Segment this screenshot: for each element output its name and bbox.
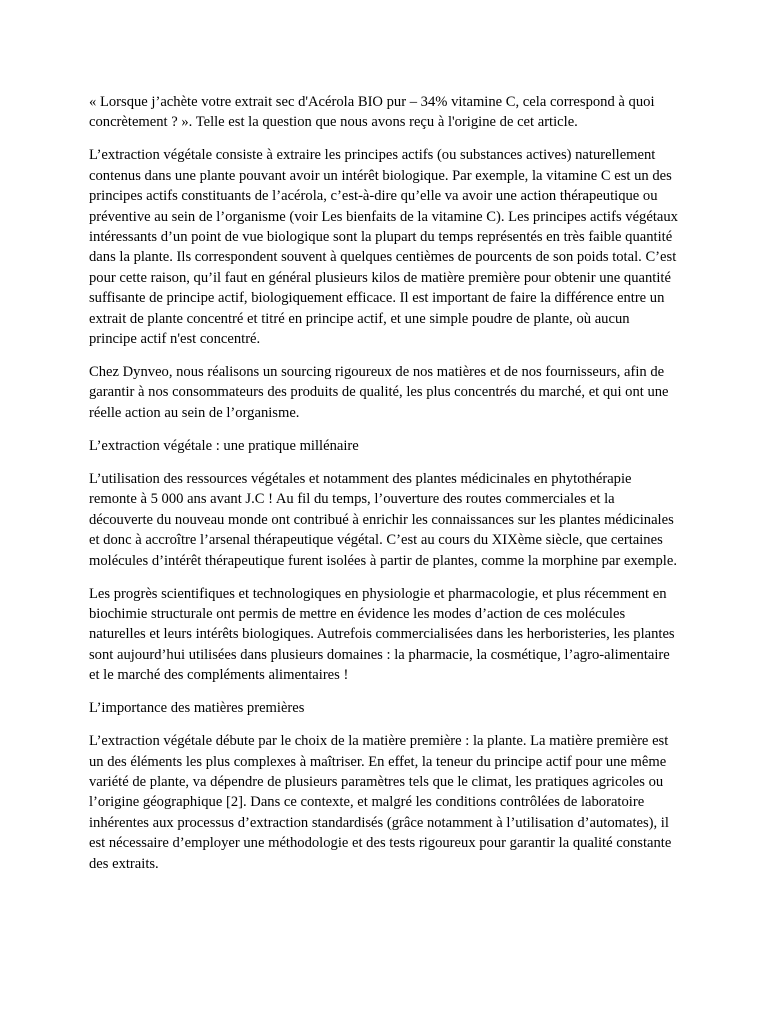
raw-materials-paragraph: L’extraction végétale débute par le choix de la matière première : la plante. La matière première est un des éléments les plus complexes à maîtriser. En effet, la teneur du principe actif pour une même variété de plante, va dépendre de plusieurs paramètres tels que le climat, les pratiques agricoles ou l’origine géographique [2]. Dans ce contexte, et malgré les conditions contrôlées de laboratoire inhérentes aux processus d’extraction standardisés (grâce notamment à l’utilisation d’automates), il est nécessaire d’employer une méthodologie et des tests rigoureux pour garantir la qualité constante des extraits. <box>89 733 672 872</box>
intro-question-paragraph: « Lorsque j’achète votre extrait sec d'Acérola BIO pur – 34% vitamine C, cela correspond à quoi concrètement ? ». Telle est la question que nous avons reçu à l'origine de cet article. <box>89 94 655 131</box>
scientific-progress-paragraph: Les progrès scientifiques et technologiques en physiologie et pharmacologie, et plus récemment en biochimie structurale ont permis de mettre en évidence les modes d’action de ces molécules naturelles et leurs intérêts biologiques. Autrefois commercialisées dans les herboristeries, les plantes sont aujourd’hui utilisées dans plusieurs domaines : la pharmacie, la cosmétique, l’agro-alimentaire et le marché des compléments alimentaires ! <box>89 585 675 684</box>
definition-paragraph: L’extraction végétale consiste à extraire les principes actifs (ou substances actives) naturellement contenus dans une plante pouvant avoir un intérêt biologique. Par exemple, la vitamine C est un des principes actifs constituants de l’acérola, c’est-à-dire qu’elle va avoir une action thérapeutique ou préventive au sein de l’organisme (voir Les bienfaits de la vitamine C). Les principes actifs végétaux intéressants d’un point de vue biologique sont la plupart du temps représentés en très faible quantité dans la plante. Ils correspondent souvent à quelques centièmes de pourcents de son poids total. C’est pour cette raison, qu’il faut en général plusieurs kilos de matière première pour obtenir une quantité suffisante de principe actif, biologiquement efficace. Il est important de faire la différence entre un extrait de plante concentré et titré en principe actif, et une simple poudre de plante, où aucun principe actif n'est concentré. <box>89 147 678 348</box>
document-page <box>89 92 679 887</box>
section-heading-raw-materials: L’importance des matières premières <box>89 700 305 717</box>
dynveo-sourcing-paragraph: Chez Dynveo, nous réalisons un sourcing rigoureux de nos matières et de nos fournisseurs, afin de garantir à nos consommateurs des produits de qualité, les plus concentrés du marché, et qui ont une réelle action au sein de l’organisme. <box>89 364 669 421</box>
history-paragraph: L’utilisation des ressources végétales et notamment des plantes médicinales en phytothérapie remonte à 5 000 ans avant J.C ! Au fil du temps, l’ouverture des routes commerciales et la découverte du nouveau monde ont contribué à enrichir les connaissances sur les plantes médicinales et donc à accroître l’arsenal thérapeutique végétal. C’est au cours du XIXème siècle, que certaines molécules d’intérêt thérapeutique furent isolées à partir de plantes, comme la morphine par exemple. <box>89 470 677 569</box>
section-heading-millenary-practice: L’extraction végétale : une pratique millénaire <box>89 437 359 454</box>
